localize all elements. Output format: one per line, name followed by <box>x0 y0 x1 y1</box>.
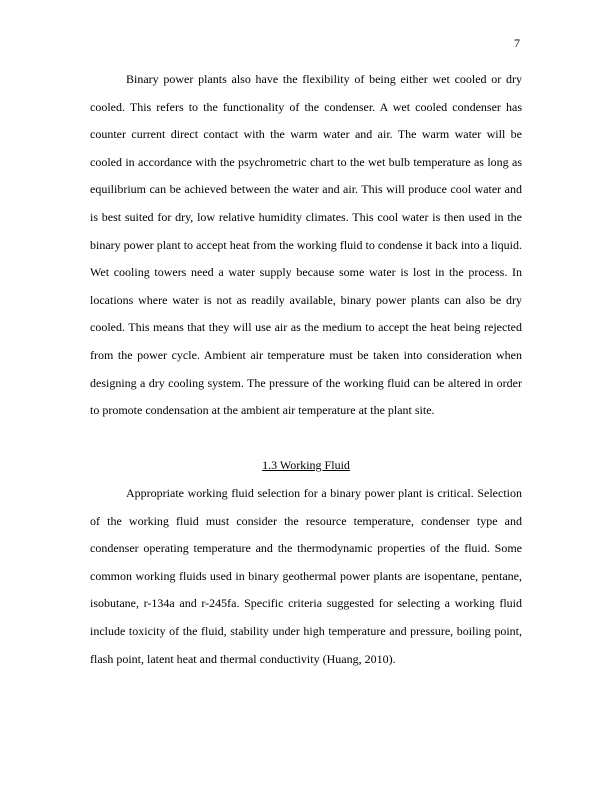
text-line: cooled. This refers to the functionality of the condenser. A wet cooled condenser has <box>90 99 522 114</box>
text-line: to promote condensation at the ambient air temperature at the plant site. <box>90 403 435 418</box>
section-heading <box>90 452 522 480</box>
text-line: flash point, latent heat and thermal conductivity (Huang, 2010). <box>90 651 396 666</box>
text-line: binary power plant to accept heat from the working fluid to condense it back into a liquid. <box>90 237 522 252</box>
section-heading-text: 1.3 Working Fluid <box>262 458 350 472</box>
text-line: include toxicity of the fluid, stability under high temperature and pressure, boiling point, <box>90 623 522 638</box>
text-line: Appropriate working fluid selection for a binary power plant is critical. Selection <box>126 486 522 500</box>
text-line: cooled in accordance with the psychrometric chart to the wet bulb temperature as long as <box>90 154 522 169</box>
text-line: locations where water is not as readily available, binary power plants can also be dry <box>90 292 522 307</box>
paragraph-wet-dry-cooling <box>90 66 522 425</box>
text-line: condenser operating temperature and the thermodynamic properties of the fluid. Some <box>90 541 522 556</box>
text-line: common working fluids used in binary geothermal power plants are isopentane, pentane, <box>90 568 522 583</box>
text-line: counter current direct contact with the warm water and air. The warm water will be <box>90 127 522 142</box>
text-line: of the working fluid must consider the resource temperature, condenser type and <box>90 513 522 528</box>
text-line: designing a dry cooling system. The pressure of the working fluid can be altered in order <box>90 375 522 390</box>
text-line: cooled. This means that they will use air as the medium to accept the heat being rejected <box>90 320 522 335</box>
page-number: 7 <box>514 36 520 50</box>
text-line: equilibrium can be achieved between the water and air. This will produce cool water and <box>90 182 522 197</box>
paragraph-working-fluid <box>90 480 522 673</box>
text-line: from the power cycle. Ambient air temperature must be taken into consideration when <box>90 347 522 362</box>
text-line: isobutane, r-134a and r-245fa. Specific criteria suggested for selecting a working fluid <box>90 596 522 611</box>
text-line: is best suited for dry, low relative humidity climates. This cool water is then used in the <box>90 209 522 224</box>
text-line: Binary power plants also have the flexibility of being either wet cooled or dry <box>126 72 522 86</box>
text-line: Wet cooling towers need a water supply because some water is lost in the process. In <box>90 265 522 280</box>
